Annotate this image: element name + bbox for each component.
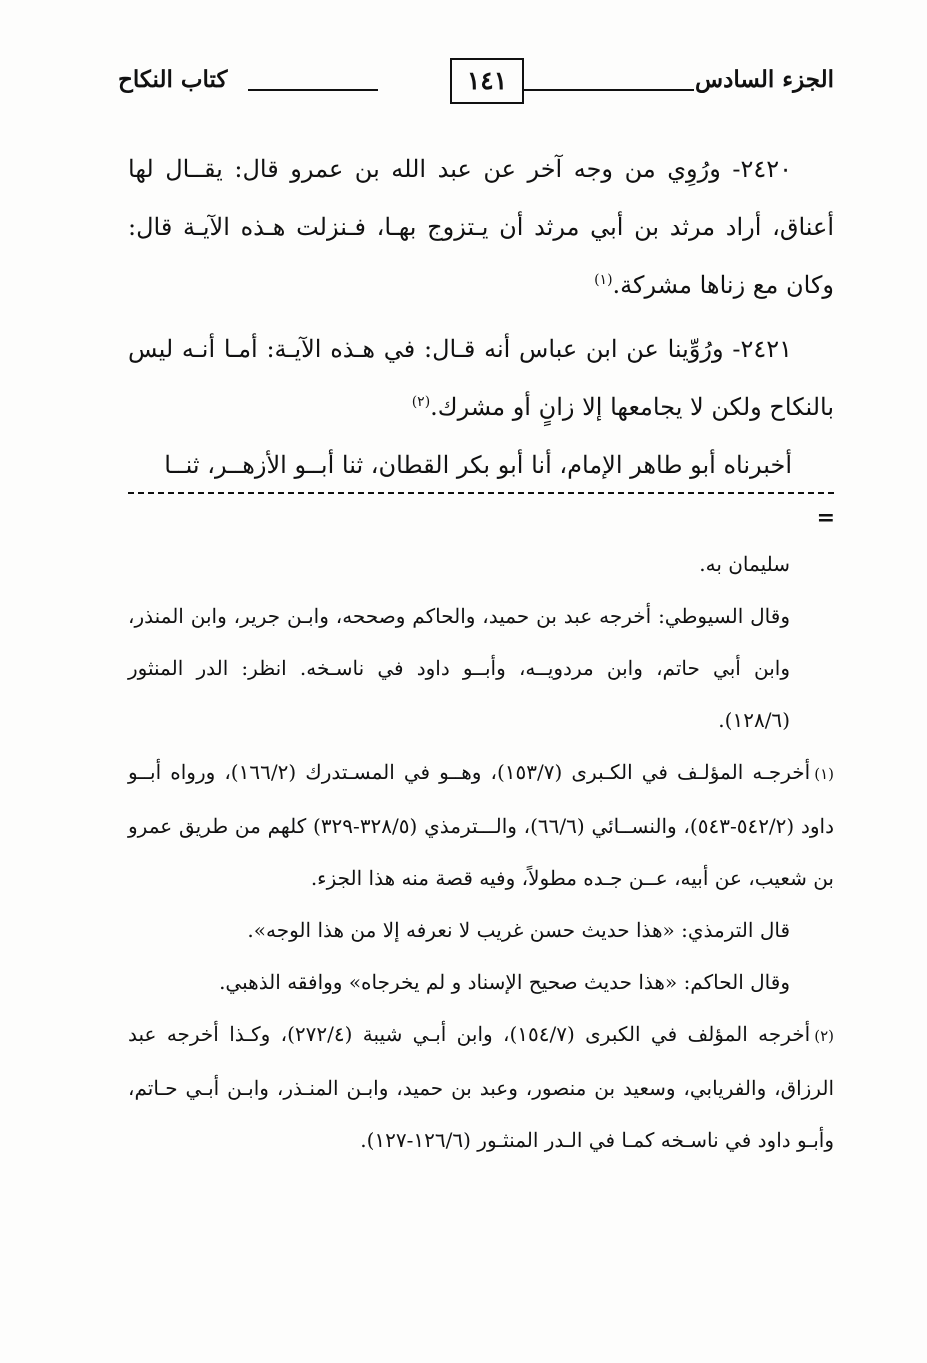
page-header [118, 58, 834, 108]
footnote-1-text: أخرجـه المؤلـف في الكـبرى (١٥٣/٧)، وهــو في المسـتدرك (١٦٦/٢)، ورواه أبــو داود (٥٤٢/٢-٥٤٣)، والنســائي (٦٦/٦)، والـــترمذي (٣٢٨/٥-٣٢٩) كلهم من طريق عمرو بن شعيب، عن أبيه، عــن جـده مطولاً، وفيه قصة منه هذا الجزء. [128, 760, 835, 890]
footnote-2 [128, 1008, 834, 1166]
footnote-1-number: (١) [814, 765, 835, 783]
hadith-2420 [128, 140, 834, 314]
footnote-2-text: أخرجه المؤلف في الكبرى (١٥٤/٧)، وابن أبـي شيبة (٢٧٢/٤)، وكـذا أخرجه عبد الرزاق، والفريابي، وسعيد بن منصور، وعبد بن حميد، وابـن المنـذر، وابـن أبـي حـاتم، وأبـو داود في ناسـخه كمـا في الـدر المنثـور (١٢٦/٦-١٢٧). [128, 1022, 834, 1152]
footnote-1-hakim: وقال الحاكم: «هذا حديث صحيح الإسناد و لم يخرجاه» ووافقه الذهبي. [219, 970, 790, 994]
volume-title: الجزء السادس [695, 66, 834, 93]
footnote-continued-suyuti: وقال السيوطي: أخرجه عبد بن حميد، والحاكم وصححه، وابـن جرير، وابن المنذر، وابن أبي حاتم، وابن مردويــه، وأبــو داود في ناسـخه. انظر: الدر المنثور (١٢٨/٦). [128, 604, 790, 732]
hadith-2421-text: ٢٤٢١- ورُوِّينا عن ابن عباس أنه قـال: في هـذه الآيـة: أمـا أنـه ليس بالنكاح ولكن لا يجامعها إلا زانٍ أو مشرك. [128, 335, 834, 421]
hadith-2421 [128, 320, 834, 436]
footnote-1-tirmidhi: قال الترمذي: «هذا حديث حسن غريب لا نعرفه إلا من هذا الوجه». [247, 918, 790, 942]
page-number: ١٤١ [450, 58, 524, 104]
footnote-continued-line: سليمان به. [699, 552, 790, 576]
header-rule-left [248, 89, 378, 91]
header-rule-right [516, 89, 694, 91]
hadith-2420-text: ٢٤٢٠- ورُوِي من وجه آخر عن عبد الله بن عمرو قال: يقــال لها أعناق، أراد مرثد بن أبي مرثد أن يـتزوج بهـا، فـنزلت هـذه الآيـة قال: وكان مع زناها مشركة. [128, 155, 834, 299]
footnote-2-number: (٢) [814, 1027, 835, 1045]
footnote-separator [128, 492, 834, 494]
main-text [128, 140, 834, 494]
footnote-ref-2: (٢) [411, 394, 431, 410]
footnote-ref-1: (١) [594, 272, 613, 288]
footnote-1 [128, 746, 834, 904]
isnad-line [128, 436, 834, 494]
footnotes [128, 538, 834, 1166]
continuation-mark: = [816, 505, 835, 531]
book-title: كتاب النكاح [118, 66, 228, 93]
isnad-text: أخبرناه أبو طاهر الإمام، أنا أبو بكر القطان، ثنا أبــو الأزهــر، ثنــا [164, 451, 792, 479]
